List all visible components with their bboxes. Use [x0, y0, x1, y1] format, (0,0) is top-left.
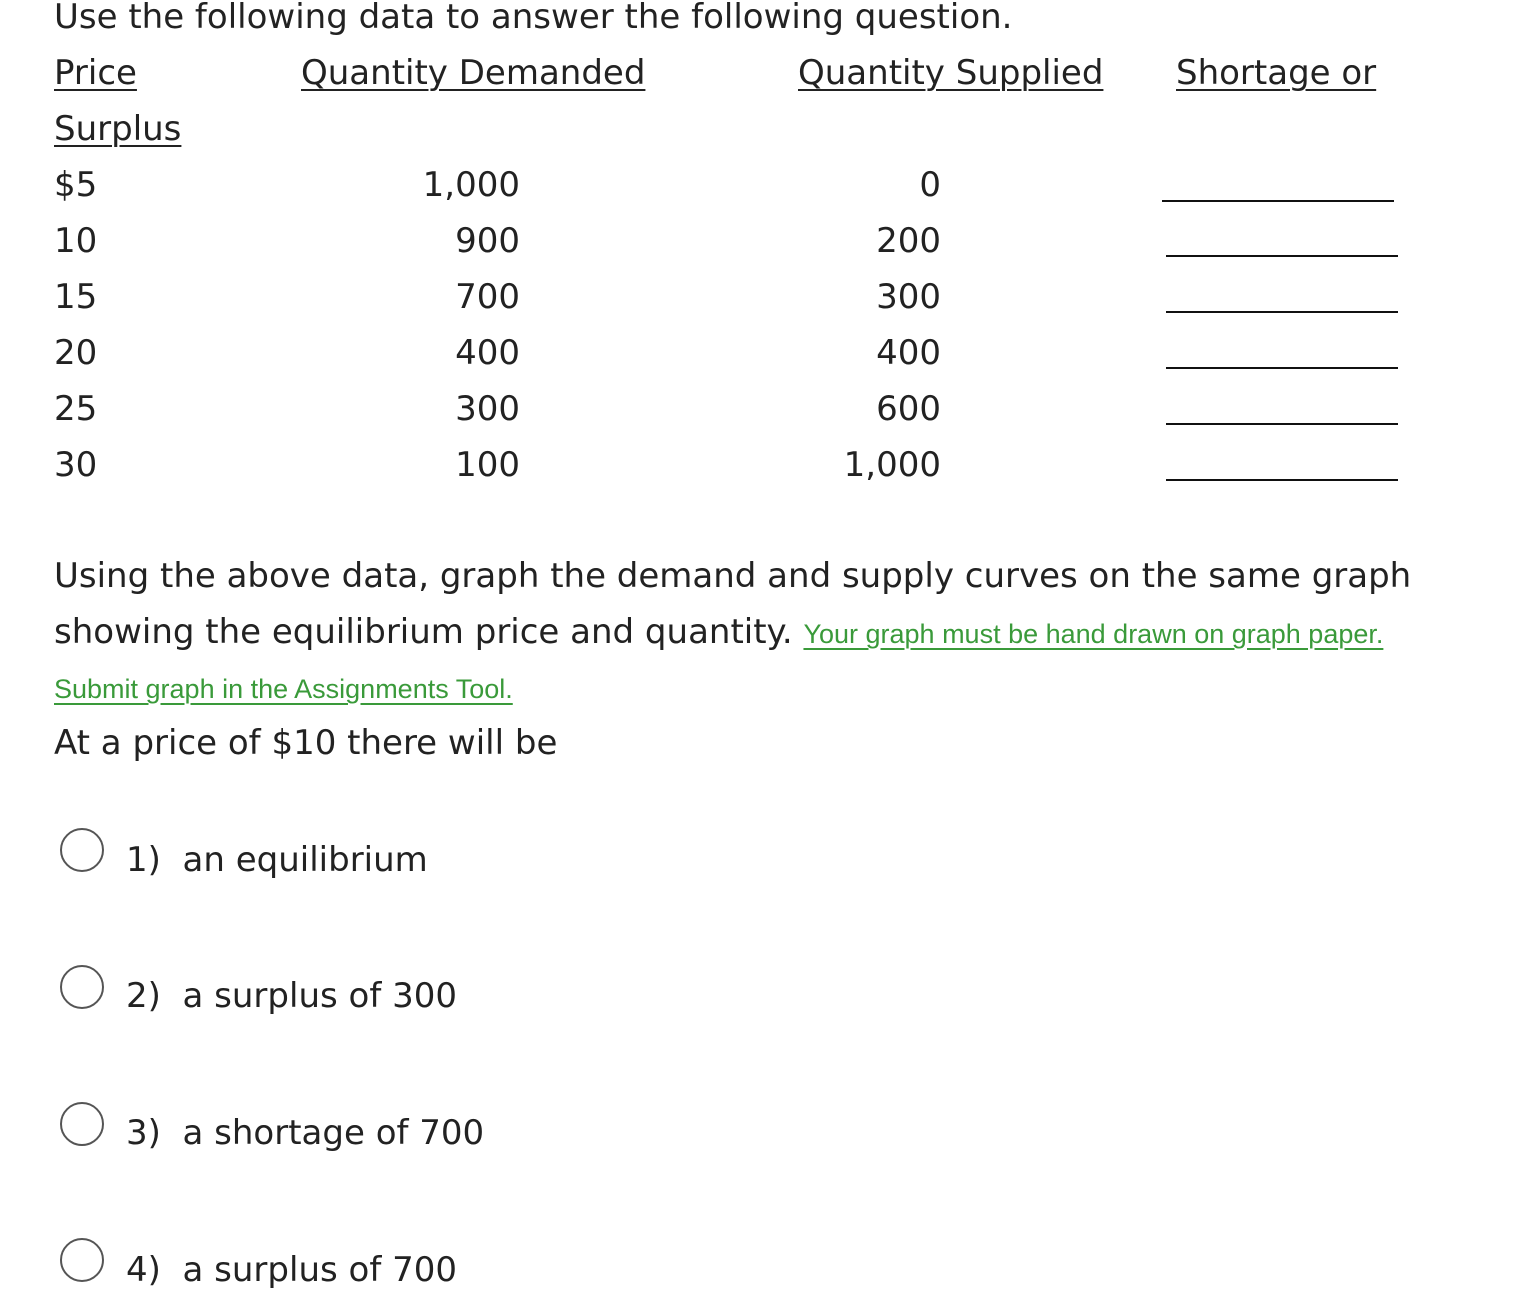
table-row-price: 15 [54, 277, 98, 317]
answer-blank [1166, 423, 1398, 425]
option-text: a shortage of 700 [182, 1113, 485, 1153]
graph-requirement-link[interactable]: Your graph must be hand drawn on graph paper. [803, 619, 1384, 649]
option-4-radio[interactable] [60, 1238, 104, 1282]
answer-blank [1166, 311, 1398, 313]
instructions-line-2 [54, 612, 1383, 654]
table-row-qs: 400 [876, 333, 941, 373]
table-row-qd: 700 [455, 277, 520, 317]
instructions-line-1: Using the above data, graph the demand and supply curves on the same graph [54, 556, 1412, 596]
table-row-price: 10 [54, 221, 98, 261]
option-number: 4) [126, 1250, 161, 1290]
option-number: 3) [126, 1113, 161, 1153]
answer-blank [1166, 255, 1398, 257]
table-row-price: $5 [54, 165, 98, 205]
header-price: Price [54, 53, 137, 93]
option-3-radio[interactable] [60, 1102, 104, 1146]
assignments-tool-link[interactable]: Submit graph in the Assignments Tool. [54, 674, 513, 704]
header-quantity-demanded: Quantity Demanded [301, 53, 646, 93]
option-text: a surplus of 700 [182, 1250, 457, 1290]
table-row-qs: 300 [876, 277, 941, 317]
option-text: an equilibrium [182, 840, 428, 880]
table-row-qs: 200 [876, 221, 941, 261]
table-row-price: 25 [54, 389, 98, 429]
instructions-line-2-text: showing the equilibrium price and quantity. [54, 612, 793, 652]
answer-blank [1162, 200, 1394, 202]
option-number: 1) [126, 840, 161, 880]
option-2-radio[interactable] [60, 965, 104, 1009]
table-row-qd: 900 [455, 221, 520, 261]
question-text: At a price of $10 there will be [54, 723, 558, 763]
table-row-price: 20 [54, 333, 98, 373]
table-row-qd: 100 [455, 445, 520, 485]
option-2-label[interactable] [126, 976, 457, 1016]
table-row-qd: 400 [455, 333, 520, 373]
option-1-label[interactable] [126, 840, 428, 880]
header-shortage-or: Shortage or [1176, 53, 1377, 93]
header-surplus: Surplus [54, 109, 182, 149]
table-row-qs: 0 [919, 165, 941, 205]
header-quantity-supplied: Quantity Supplied [798, 53, 1104, 93]
option-text: a surplus of 300 [182, 976, 457, 1016]
intro-text: Use the following data to answer the following question. [54, 0, 1013, 37]
table-row-qd: 300 [455, 389, 520, 429]
table-row-price: 30 [54, 445, 98, 485]
table-row-qs: 600 [876, 389, 941, 429]
option-1-radio[interactable] [60, 828, 104, 872]
table-row-qd: 1,000 [422, 165, 520, 205]
option-3-label[interactable] [126, 1113, 484, 1153]
submit-link-row [54, 672, 513, 710]
answer-blank [1166, 479, 1398, 481]
table-row-qs: 1,000 [843, 445, 941, 485]
option-4-label[interactable] [126, 1250, 457, 1290]
option-number: 2) [126, 976, 161, 1016]
answer-blank [1166, 367, 1398, 369]
